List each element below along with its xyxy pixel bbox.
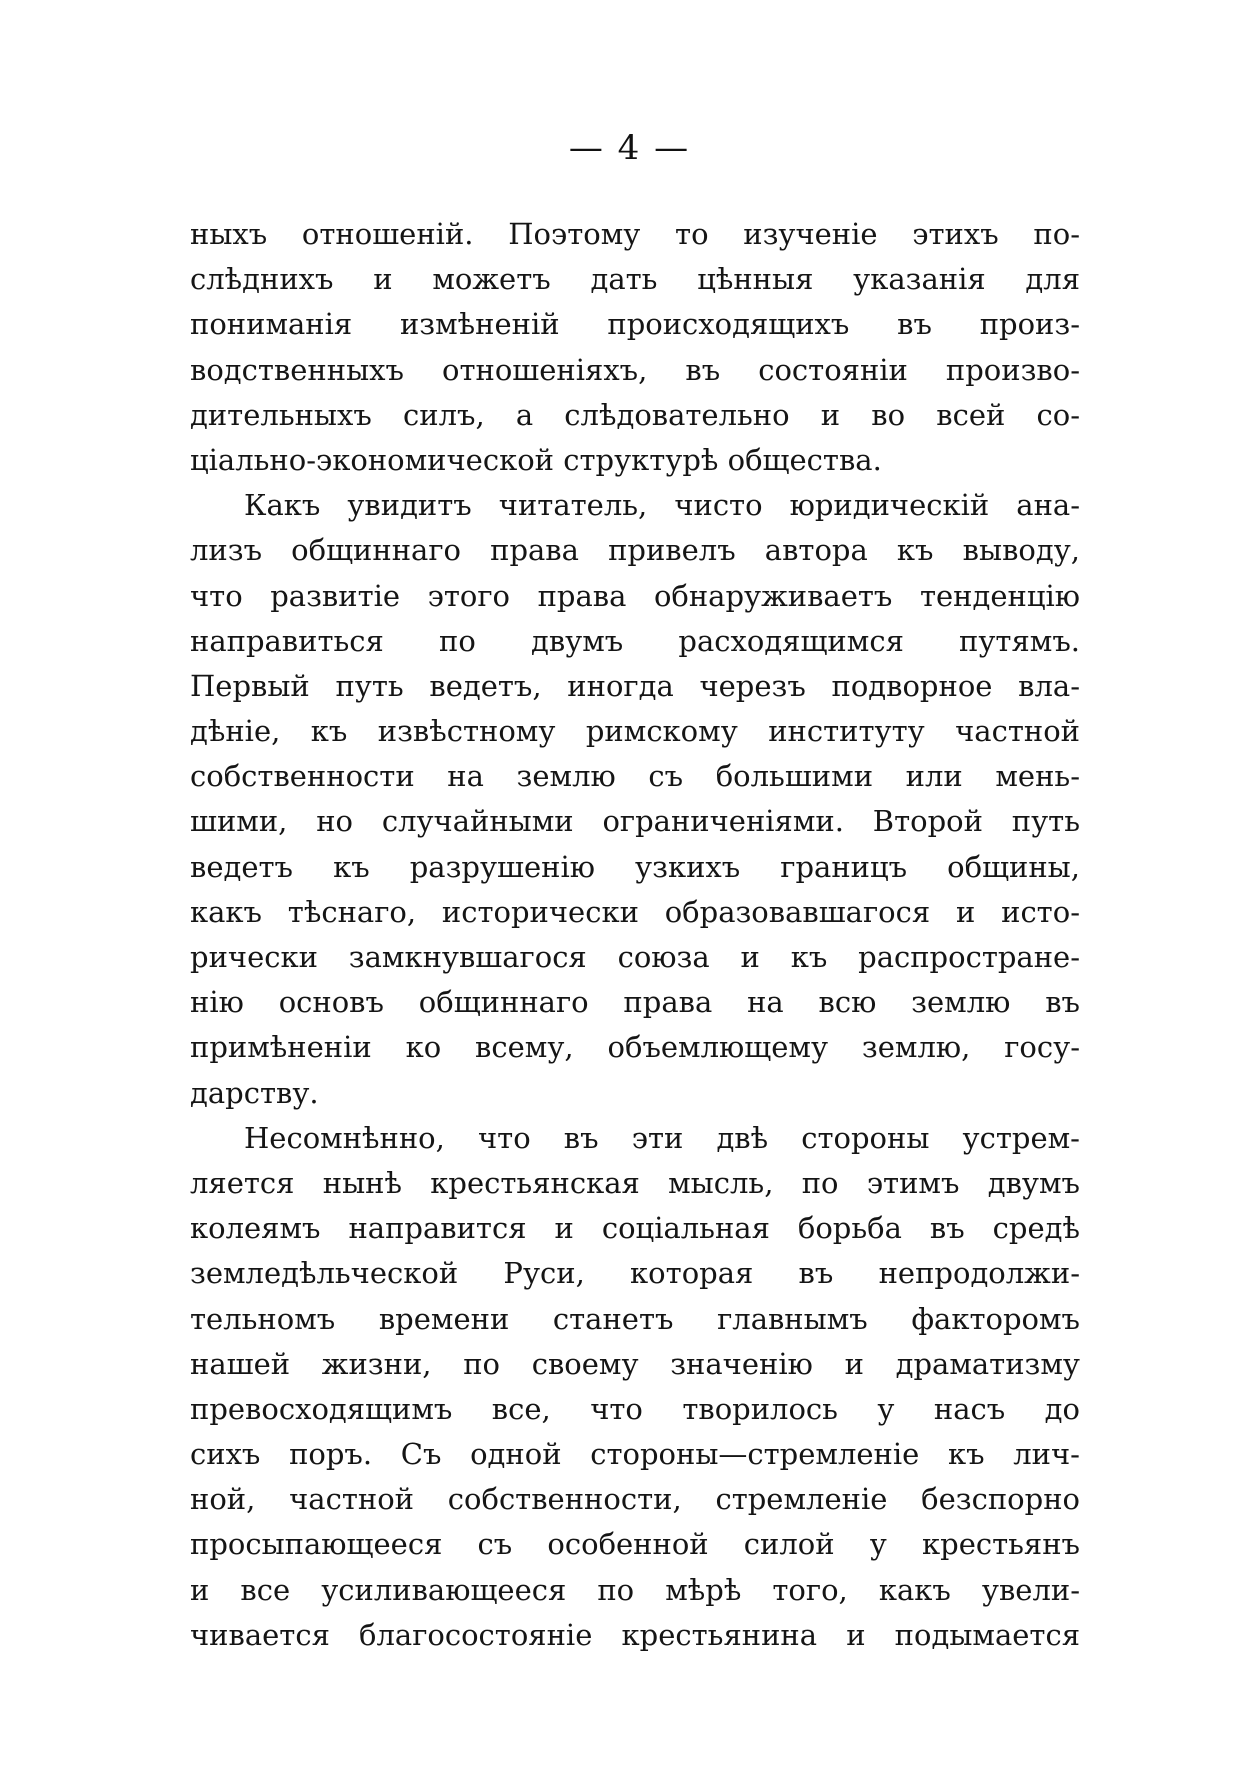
text-line: тельномъ времени станетъ главнымъ факторомъ	[190, 1301, 1080, 1336]
text-line: дѣніе, къ извѣстному римскому институту частной	[190, 714, 1080, 749]
text-line: нашей жизни, по своему значенію и драматизму	[190, 1346, 1080, 1381]
text-line: земледѣльческой Руси, которая въ непродолжи-	[190, 1256, 1080, 1291]
text-line: нію основъ общиннаго права на всю землю въ	[190, 985, 1080, 1020]
text-line: дарству.	[190, 1075, 319, 1110]
text-line: просыпающееся съ особенной силой у крестьянъ	[190, 1527, 1080, 1562]
text-line: ныхъ отношеній. Поэтому то изученіе этихъ по-	[190, 217, 1080, 251]
text-line: ведетъ къ разрушенію узкихъ границъ общины,	[190, 849, 1080, 884]
text-line: дительныхъ силъ, а слѣдовательно и во всей со-	[190, 397, 1080, 432]
text-line: превосходящимъ все, что творилось у насъ до	[190, 1391, 1080, 1426]
body-text	[190, 212, 1080, 1658]
text-line: примѣненіи ко всему, объемлющему землю, госу-	[190, 1030, 1080, 1065]
text-line: Первый путь ведетъ, иногда черезъ подворное вла-	[190, 668, 1080, 703]
paragraph	[190, 483, 1080, 1116]
text-line: сихъ поръ. Съ одной стороны—стремленіе къ лич-	[190, 1437, 1080, 1472]
text-line: водственныхъ отношеніяхъ, въ состояніи произво-	[190, 352, 1080, 387]
text-line: чивается благосостояніе крестьянина и подымается	[190, 1617, 1080, 1652]
text-line: шими, но случайными ограниченіями. Второй путь	[190, 804, 1080, 839]
text-line: какъ тѣснаго, исторически образовавшагося и исто-	[190, 894, 1080, 929]
text-line: и все усиливающееся по мѣрѣ того, какъ увели-	[190, 1572, 1080, 1607]
text-line: что развитіе этого права обнаруживаетъ тенденцію	[190, 578, 1080, 613]
text-line: колеямъ направится и соціальная борьба въ средѣ	[190, 1211, 1080, 1246]
text-line: ляется нынѣ крестьянская мысль, по этимъ двумъ	[190, 1165, 1080, 1200]
text-line: лизъ общиннаго права привелъ автора къ выводу,	[190, 533, 1080, 568]
text-line: Какъ увидитъ читатель, чисто юридическій ана-	[244, 488, 1080, 523]
text-line: Несомнѣнно, что въ эти двѣ стороны устрем-	[244, 1120, 1080, 1155]
paragraph	[190, 212, 1080, 483]
paragraph	[190, 1116, 1080, 1658]
text-line: ціально-экономической структурѣ общества.	[190, 442, 882, 477]
text-line: рически замкнувшагося союза и къ распростране-	[190, 940, 1080, 974]
text-line: собственности на землю съ большими или мень-	[190, 759, 1080, 794]
text-line: направиться по двумъ расходящимся путямъ.	[190, 623, 1080, 658]
text-line: ной, частной собственности, стремленіе безспорно	[190, 1482, 1080, 1517]
page-number: — 4 —	[568, 128, 691, 168]
text-line: слѣднихъ и можетъ дать цѣнныя указанія для	[190, 262, 1080, 297]
text-line: пониманія измѣненій происходящихъ въ произ-	[190, 307, 1080, 342]
